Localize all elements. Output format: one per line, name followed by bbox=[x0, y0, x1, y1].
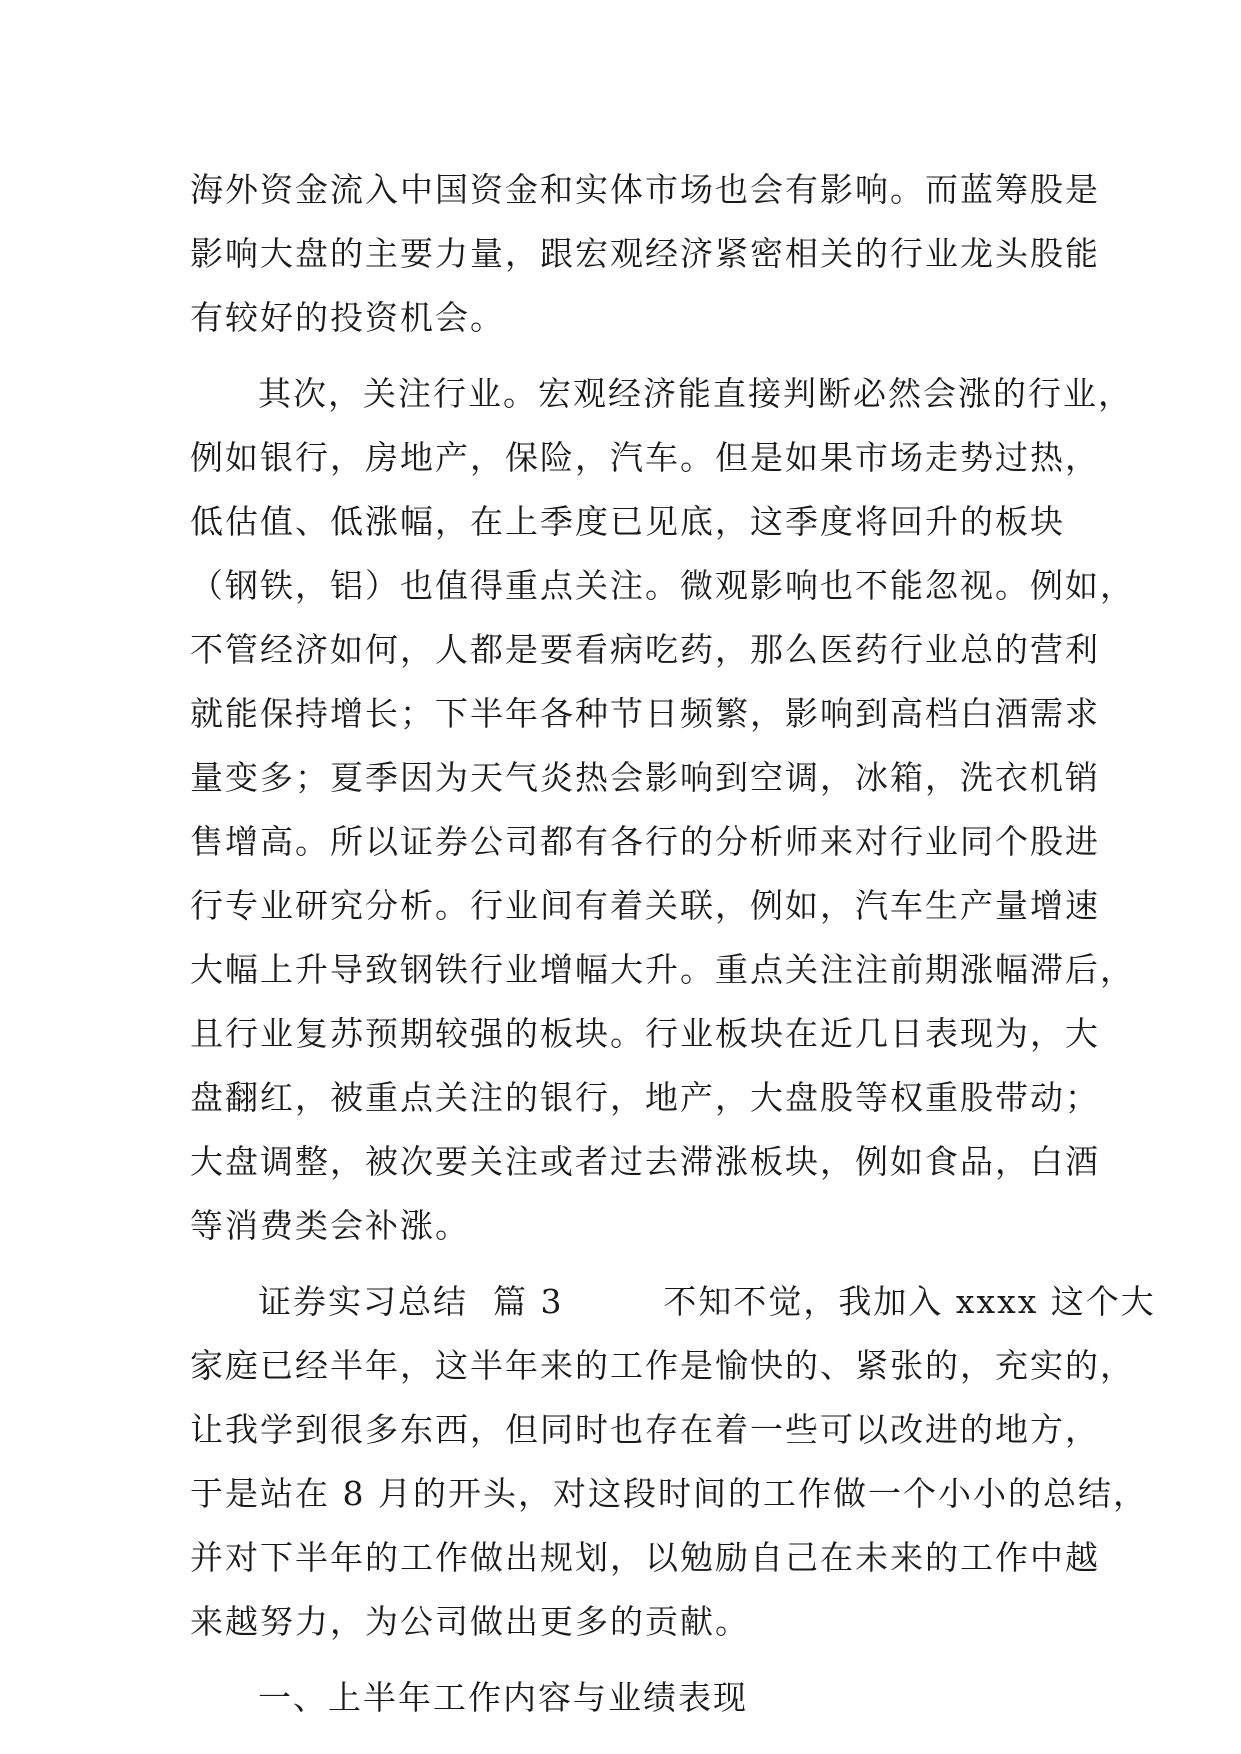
paragraph-line: 让我学到很多东西，但同时也存在着一些可以改进的地方， bbox=[190, 1410, 1100, 1449]
paragraph-line: 并对下半年的工作做出规划，以勉励自己在未来的工作中越 bbox=[190, 1538, 1100, 1577]
body-text bbox=[190, 158, 1156, 1730]
paragraph-line: 于是站在 8 月的开头，对这段时间的工作做一个小小的总结， bbox=[190, 1474, 1148, 1513]
section-heading-line: 证券实习总结 篇 3 不知不觉，我加入 xxxx 这个大 bbox=[258, 1282, 1156, 1321]
paragraph-4 bbox=[190, 1666, 1090, 1730]
paragraph-line: 例如银行，房地产，保险，汽车。但是如果市场走势过热， bbox=[190, 438, 1100, 477]
section-heading: 一、上半年工作内容与业绩表现 bbox=[258, 1678, 748, 1717]
paragraph-line: 大幅上升导致钢铁行业增幅大升。重点关注注前期涨幅滞后， bbox=[190, 950, 1135, 989]
paragraph-line: 其次，关注行业。宏观经济能直接判断必然会涨的行业， bbox=[258, 374, 1133, 413]
paragraph-line: 售增高。所以证券公司都有各行的分析师来对行业同个股进 bbox=[190, 822, 1100, 861]
paragraph-line: 不管经济如何，人都是要看病吃药，那么医药行业总的营利 bbox=[190, 630, 1100, 669]
paragraph-line: 家庭已经半年，这半年来的工作是愉快的、紧张的，充实的， bbox=[190, 1346, 1135, 1385]
paragraph-line: 影响大盘的主要力量，跟宏观经济紧密相关的行业龙头股能 bbox=[190, 234, 1100, 273]
paragraph-line: 且行业复苏预期较强的板块。行业板块在近几日表现为，大 bbox=[190, 1014, 1100, 1053]
paragraph-1 bbox=[190, 158, 1100, 350]
paragraph-2 bbox=[190, 362, 1135, 1258]
paragraph-line: 有较好的投资机会。 bbox=[190, 298, 505, 337]
paragraph-line: 来越努力，为公司做出更多的贡献。 bbox=[190, 1602, 750, 1641]
paragraph-line: 就能保持增长；下半年各种节日频繁，影响到高档白酒需求 bbox=[190, 694, 1100, 733]
paragraph-line: 等消费类会补涨。 bbox=[190, 1206, 470, 1245]
paragraph-line: 盘翻红，被重点关注的银行，地产，大盘股等权重股带动； bbox=[190, 1078, 1100, 1117]
paragraph-3 bbox=[190, 1270, 1156, 1654]
paragraph-line: 大盘调整，被次要关注或者过去滞涨板块，例如食品，白酒 bbox=[190, 1142, 1100, 1181]
paragraph-line: 低估值、低涨幅，在上季度已见底，这季度将回升的板块 bbox=[190, 502, 1065, 541]
paragraph-line: 行专业研究分析。行业间有着关联，例如，汽车生产量增速 bbox=[190, 886, 1100, 925]
paragraph-line: （钢铁，铝）也值得重点关注。微观影响也不能忽视。例如， bbox=[190, 566, 1135, 605]
paragraph-line: 海外资金流入中国资金和实体市场也会有影响。而蓝筹股是 bbox=[190, 170, 1100, 209]
paragraph-line: 量变多；夏季因为天气炎热会影响到空调，冰箱，洗衣机销 bbox=[190, 758, 1100, 797]
